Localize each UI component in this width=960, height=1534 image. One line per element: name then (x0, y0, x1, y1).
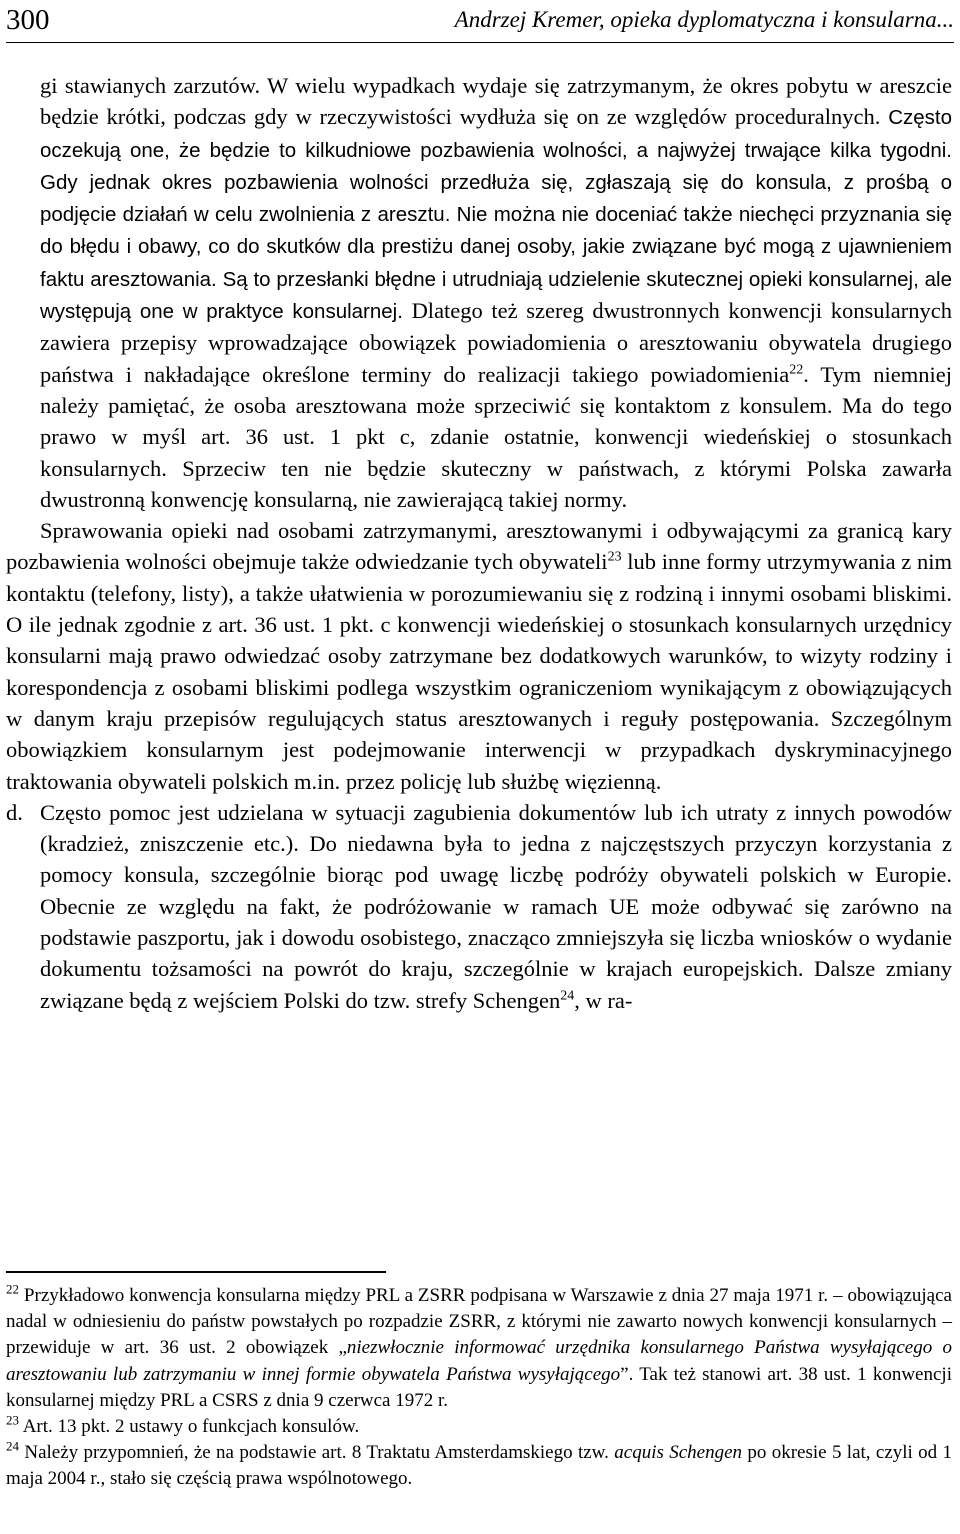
page-number: 300 (6, 4, 50, 36)
footnote-text-end: ”. Tak też stanowi art. 38 ust. 1 konwencji konsularnej między PRL a CSRS z dnia 9 czerwca 1972 r. (6, 1363, 952, 1411)
paragraph-1-part-a: gi stawianych zarzutów. W wielu wypadkach wydaje się zatrzymanym, że okres pobytu w areszcie będzie krótki, podczas gdy w rzeczywistości wydłuża się on ze względów proceduralnych. (40, 73, 952, 130)
footnote-text: Przykładowo konwencja konsularna między PRL a ZSRR podpisana w Warszawie z dnia 27 maja 1971 r. – obowiązująca nadal w odniesieniu do państw powstałych po rozpadzie ZSRR, z którymi nie zawarto nowych konwencji konsularnych – przewiduje w art. 36 ust. 2 obowiązek „ (6, 1285, 952, 1359)
paragraph-2-part-a: Sprawowania opieki nad osobami zatrzymanymi, aresztowanymi i odbywającymi za granicą kary pozbawienia wolności obejmuje także odwiedzanie tych obywateli (6, 518, 952, 575)
list-item-d-part-a: Często pomoc jest udzielana w sytuacji zagubienia dokumentów lub ich utraty z innych powodów (kradzież, zniszczenie etc.). Do niedawna była to jedna z najczęstszych przyczyn korzystania z pomocy konsula, szczególnie biorąc pod uwagę liczbę podróży obywateli polskich w Europie. Obecnie ze względu na fakt, że podróżowanie w ramach UE może odbywać się zarówno na podstawie paszportu, jak i dowodu osobistego, znacząco zmniejszyła się liczba wniosków o wydanie dokumentu tożsamości na powrót do kraju, szczególnie w krajach europejskich. Dalsze zmiany związane będą z wejściem Polski do tzw. strefy Schengen (40, 799, 952, 1013)
footnote-ref-23: 23 (607, 549, 622, 565)
footnote-ref-22: 22 (789, 362, 804, 378)
footnote-ref-24: 24 (560, 988, 575, 1004)
page-header (6, 2, 954, 43)
footnote-24 (6, 1440, 952, 1492)
footnote-text: Art. 13 pkt. 2 ustawy o funkcjach konsulów. (19, 1416, 360, 1438)
footnote-number: 23 (6, 1412, 19, 1428)
footnote-number: 22 (6, 1281, 19, 1297)
paragraph-1-part-c: . Tym niemniej należy pamiętać, że osoba aresztowana może sprzeciwić się kontaktom z konsulem. Ma do tego prawo w myśl art. 36 ust. 1 pkt c, zdanie ostatnie, konwencji wiedeńskiej o stosunkach konsularnych. Sprzeciw ten nie będzie skuteczny w państwach, z którymi Polska zawarła dwustronną konwencję konsularną, nie zawierającą takiej normy. (40, 361, 953, 512)
list-marker-d: d. (6, 799, 23, 825)
paragraph-2 (6, 515, 952, 797)
footnote-22 (6, 1283, 952, 1414)
footnote-text-end: po okresie 5 lat, czyli od 1 maja 2004 r., stało się częścią prawa wspólnotowego. (6, 1442, 953, 1490)
paragraph-1 (6, 70, 952, 515)
paragraph-1-part-b: Dlatego też szereg dwustronnych konwencji konsularnych zawiera przepisy wprowadzające obowiązek powiadomienia o aresztowaniu obywatela drugiego państwa i nakładające określone terminy do realizacji takiego powiadomienia (40, 298, 952, 387)
running-title: Andrzej Kremer, opieka dyplomatyczna i konsularna... (454, 7, 954, 32)
footnote-quote: niezwłocznie informować urzędnika konsularnego Państwa wysyłającego o aresztowaniu lub zatrzymaniu w innej formie obywatela Państwa wysyłającego (6, 1337, 952, 1385)
footnotes (6, 1283, 952, 1493)
footnote-number: 24 (6, 1438, 19, 1454)
list-item-d (6, 797, 952, 1016)
paragraph-2-part-b: lub inne formy utrzymywania z nim kontaktu (telefony, listy), a także ułatwienia w porozumiewaniu się z rodziną i innymi osobami bliskimi. O ile jednak zgodnie z art. 36 ust. 1 pkt. c konwencji wiedeńskiej o stosunkach konsularnych urzędnicy konsularni mają prawo odwiedzać osoby zatrzymane bez dodatkowych warunków, to wizyty rodziny i korespondencja z osobami bliskimi podlega wszystkim ograniczeniom wynikającym z obowiązujących w danym kraju przepisów regulujących status aresztowanych i reguły postępowania. Szczególnym obowiązkiem konsularnym jest podejmowanie interwencji w przypadkach dyskryminacyjnego traktowania obywateli polskich m.in. przez policję lub służbę więzienną. (6, 549, 952, 794)
footnote-23 (6, 1414, 952, 1440)
footnote-separator (6, 1271, 386, 1273)
footnote-text: Należy przypomnień, że na podstawie art. 8 Traktatu Amsterdamskiego tzw. (19, 1442, 615, 1464)
main-text (6, 70, 952, 1016)
list-item-d-part-b: , w ra- (574, 987, 633, 1013)
paragraph-1-sans-part: Często oczekują one, że będzie to kilkudniowe pozbawienia wolności, a najwyżej trwające kilka tygodni. Gdy jednak okres pozbawienia wolności przedłuża się, zgłaszają się do konsula, z prośbą o podjęcie działań w celu zwolnienia z aresztu. Nie można nie doceniać także niechęci przyznania się do błędu i obawy, co do skutków dla prestiżu danej osoby, jakie związane być mogą z ujawnieniem faktu aresztowania. Są to przesłanki błędne i utrudniają udzielenie skutecznej opieki konsularnej, ale występują one w praktyce konsularnej. (40, 106, 952, 324)
footnote-term: acquis Schengen (614, 1442, 743, 1464)
